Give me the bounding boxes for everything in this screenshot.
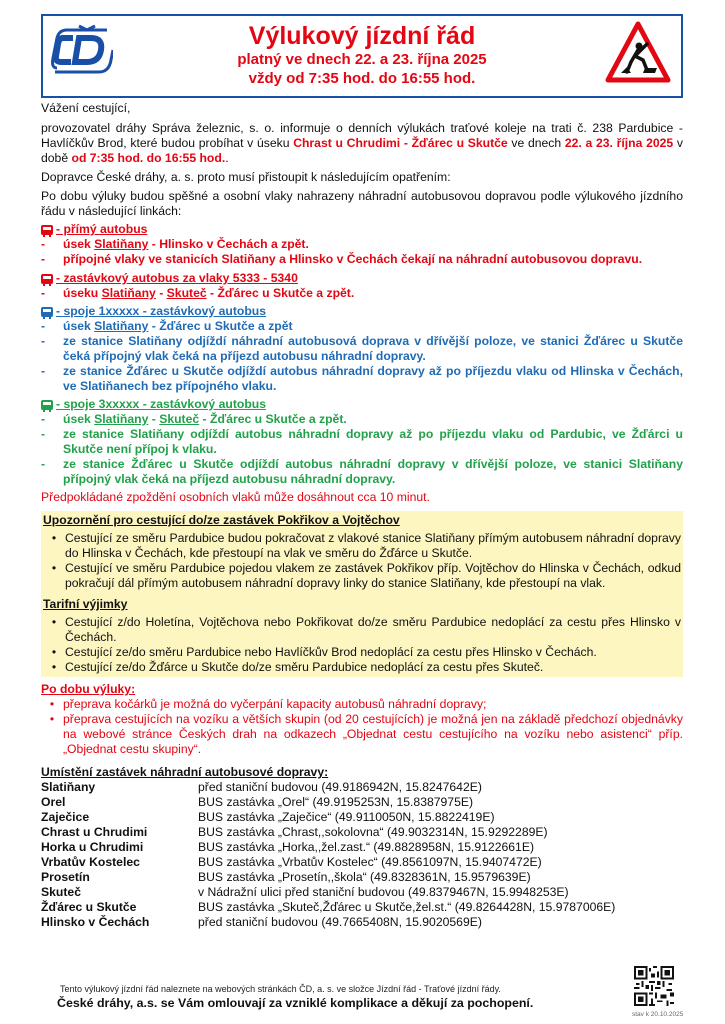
list-item: - úsek Slatiňany - Hlinsko v Čechách a zpět.: [41, 237, 309, 251]
notice-box: [41, 511, 683, 677]
table-row: [41, 870, 615, 885]
intro-paragraph: provozovatel dráhy Správa železnic, s. o. informuje o denních výlukách traťové koleje na trati č. 238 Pardubice - Havlíčkův Brod, které budou probíhat v úseku Chrast u Chrudimi - Žďárec u Skutče ve dnech 22. a 23. října 2025 v době od 7:35 hod. do 16:55 hod..: [41, 121, 683, 165]
stop-location: před staniční budovou (49.9186942N, 15.8247642E): [198, 780, 482, 794]
table-row: [41, 780, 615, 795]
stop-name: Vrbatův Kostelec: [41, 855, 140, 869]
list-item: - ze stanice Slatiňany odjíždí náhradní autobusová doprava v dřívější poloze, ve stanici Žďárec u Skutče čeká přípojný vlak čeká na příjezd autobusu náhradní dopravy.: [41, 334, 683, 363]
validity-times: vždy od 7:35 hod. do 16:55 hod.: [248, 70, 476, 87]
list-item: • Cestující z/do Holetína, Vojtěchova nebo Pokřikovat do/ze směru Pardubice nedoplácí za cestu přes Hlinsko v Čechách.: [51, 615, 681, 644]
stop-location: BUS zastávka „Skuteč,Žďárec u Skutče,žel.st.“ (49.8264428N, 15.9787006E): [198, 900, 616, 914]
list-item: - ze stanice Žďárec u Skutče odjíždí autobus náhradní dopravy v dřívější poloze, ve stanici Slatiňany přípojný vlak čeká na příjezd autobusu náhradní dopravy.: [41, 457, 683, 486]
table-row: [41, 825, 615, 840]
blue-bus-heading: - spoje 1xxxxx - zastávkový autobus: [41, 304, 683, 319]
list-item: - úsek Slatiňany - Skuteč - Žďárec u Skutče a zpět.: [41, 412, 347, 426]
stop-name: Zaječice: [41, 810, 90, 824]
stop-name: Horka u Chrudimi: [41, 840, 144, 854]
list-item: • Cestující ze/do směru Pardubice nebo Havlíčkův Brod nedoplácí za cestu přes Hlinsko v Čechách.: [51, 645, 597, 659]
list-item: • přeprava kočárků je možná do vyčerpání kapacity autobusů náhradní dopravy;: [49, 697, 487, 711]
page-title: Výlukový jízdní řád: [248, 22, 476, 50]
stop-name: Orel: [41, 795, 66, 809]
notice-heading: Upozornění pro cestující do/ze zastávek Pokřikov a Vojtěchov: [43, 513, 400, 527]
table-row: [41, 900, 615, 915]
delay-note: Předpokládané zpoždění osobních vlaků může dosáhnout cca 10 minut.: [41, 490, 430, 504]
carrier-measures: Dopravce České dráhy, a. s. proto musí přistoupit k následujícím opatřením:: [41, 170, 451, 184]
greeting: Vážení cestující,: [41, 101, 131, 115]
bus-green-icon: [41, 400, 53, 410]
roadworks-warning-icon: [605, 20, 671, 86]
footer-note: Tento výlukový jízdní řád naleznete na webových stránkách ČD, a. s. ve složce Jízdní řád - Traťové jízdní řády.: [60, 984, 501, 994]
table-row: [41, 795, 615, 810]
list-item: - úseku Slatiňany - Skuteč - Žďárec u Skutče a zpět.: [41, 286, 355, 300]
list-item: - přípojné vlaky ve stanicích Slatiňany a Hlinsko v Čechách čekají na náhradní autobusovou dopravu.: [41, 252, 643, 266]
status-stamp: stav k 20.10.2025: [632, 1011, 684, 1018]
qr-code-icon: [634, 966, 674, 1006]
stop-name: Hlinsko v Čechách: [41, 915, 150, 929]
stop-location: BUS zastávka „Zaječice“ (49.9110050N, 15.8822419E): [198, 810, 495, 824]
table-row: [41, 840, 615, 855]
stop-name: Prosetín: [41, 870, 90, 884]
bus-blue-icon: [41, 307, 53, 317]
table-row: [41, 915, 615, 930]
direct-bus-heading: - přímý autobus: [41, 222, 683, 237]
validity-dates: platný ve dnech 22. a 23. října 2025: [237, 51, 487, 68]
stop-location: v Nádražní ulici před staniční budovou (49.8379467N, 15.9948253E): [198, 885, 569, 899]
list-item: - ze stanice Žďárec u Skutče odjíždí autobus náhradní dopravy až po příjezdu vlaku od Hlinska v Čechách, ve Slatiňanech bez přípojného vlaku.: [41, 364, 683, 393]
stop-location: BUS zastávka „Orel“ (49.9195253N, 15.8387975E): [198, 795, 474, 809]
cd-logo-icon: [49, 24, 113, 78]
stop-location: BUS zastávka „Prosetín,,škola“ (49.8328361N, 15.9579639E): [198, 870, 531, 884]
bus-red-icon: [41, 274, 53, 284]
list-item: • přeprava cestujících na vozíku a větších skupin (od 20 cestujících) je možná jen na základě předchozí objednávky na webové stránce Českých drah na odkazech „Objednat cestu cestujícího na vozíku nebo asistenci“ příp. „Objednat cestu skupiny“.: [49, 712, 683, 756]
stops-heading: Umístění zastávek náhradní autobusové dopravy:: [41, 765, 329, 779]
tariff-heading: Tarifní výjimky: [43, 597, 128, 611]
table-row: [41, 810, 615, 825]
stop-name: Chrast u Chrudimi: [41, 825, 148, 839]
stop-location: BUS zastávka „Vrbatův Kostelec“ (49.8561097N, 15.9407472E): [198, 855, 542, 869]
table-row: [41, 885, 615, 900]
green-bus-heading: - spoje 3xxxxx - zastávkový autobus: [41, 397, 683, 412]
list-item: - ze stanice Slatiňany odjíždí autobus náhradní dopravy až po příjezdu vlaku od Pardubic, ve Žďárci u Skutče není přípoj k vlaku.: [41, 427, 683, 456]
stop-location: BUS zastávka „Horka,,žel.zast.“ (49.8828958N, 15.9122661E): [198, 840, 535, 854]
footer-apology: České dráhy, a.s. se Vám omlouvají za vzniklé komplikace a děkují za pochopení.: [57, 996, 534, 1010]
stop-name: Skuteč: [41, 885, 81, 899]
list-item: • Cestující ve směru Pardubice pojedou vlakem ze zastávek Pokřikov příp. Vojtěchov do Hlinska v Čechách, odkud pokračují dál přímým autobusem náhradní dopravy linky do stanice Slatiňany, kde přestoupí na vlak.: [51, 561, 681, 590]
stop-name: Slatiňany: [41, 780, 96, 794]
stop-bus-heading: - zastávkový autobus za vlaky 5333 - 5340: [41, 271, 683, 286]
stop-location: BUS zastávka „Chrast,,sokolovna“ (49.9032314N, 15.9292289E): [198, 825, 548, 839]
stop-name: Žďárec u Skutče: [41, 900, 137, 914]
stops-table: [41, 780, 615, 930]
list-item: • Cestující ze směru Pardubice budou pokračovat z vlakové stanice Slatiňany přímým autobusem náhradní dopravy do Hlinska v Čechách, kde přestoupí na vlak ve směru do Žďárce u Skutče.: [51, 531, 681, 560]
during-heading: Po dobu výluky:: [41, 682, 136, 696]
replacement-intro: Po dobu výluky budou spěšné a osobní vlaky nahrazeny náhradní autobusovou dopravou podle výlukového jízdního řádu v následující linkách:: [41, 189, 683, 218]
header-box: [41, 14, 683, 98]
stop-location: před staniční budovou (49.7665408N, 15.9020569E): [198, 915, 482, 929]
table-row: [41, 855, 615, 870]
list-item: • Cestující ze/do Žďárce u Skutče do/ze směru Pardubice nedoplácí za cestu přes Skuteč.: [51, 660, 544, 674]
list-item: - úsek Slatiňany - Žďárec u Skutče a zpět: [41, 319, 293, 333]
bus-red-icon: [41, 225, 53, 235]
